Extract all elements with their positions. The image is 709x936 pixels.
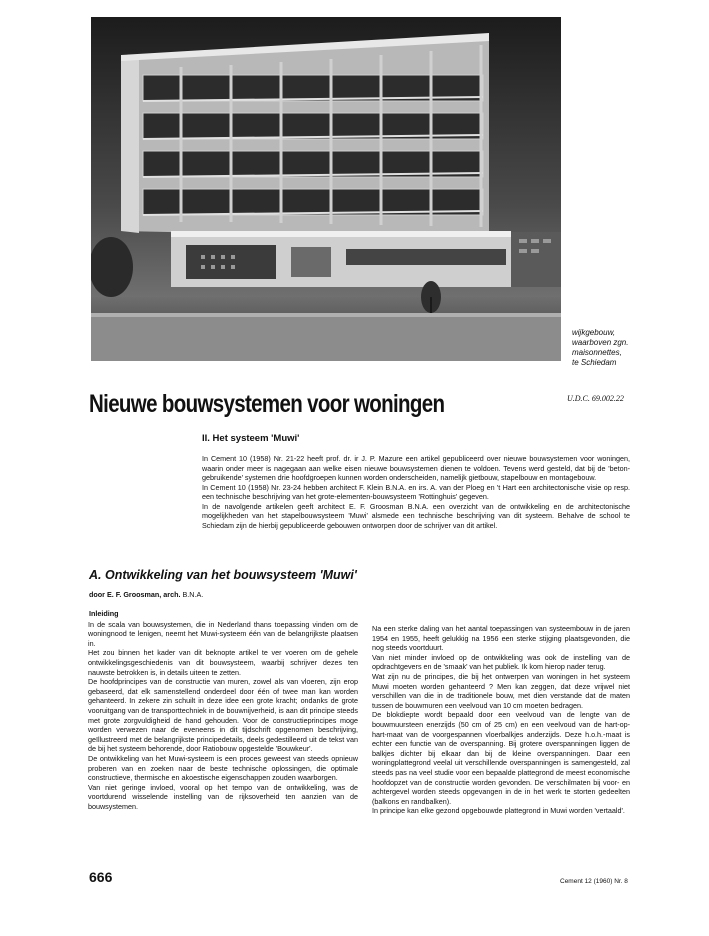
body-paragraph: Wat zijn nu de principes, die bij het ontwerpen van woningen in het systeem Muwi moeten worden gehanteerd ? Men kan zeggen, dat deze vrijwel niet verschillen van die in de traditionele bouw, met dien verstande dat de maten tussen de bouwmuren een veelvoud van 10 cm moeten bedragen.	[372, 671, 630, 710]
body-paragraph: De hoofdprincipes van de constructie van muren, zowel als van vloeren, zijn erop gebaseerd, dat elk samenstellend onderdeel door één of twee man kan worden gehanteerd. In zekere zin schuilt in deze idee een grote kracht; ondanks de grote vooruitgang van de transporttechniek in de bouwnijverheid, is aan dit principe steeds met grote zorgvuldigheid de hand gehouden. Voor de constructieprincipes moge worden verwezen naar de eveneens in dit tijdschrift opgenomen beschrijving, geïllustreerd met de belangrijkste principedetails, deels gedestilleerd uit de tekst van de bij het systeem behorende, door Ratiobouw opgestelde 'Bouwkeur'.	[88, 677, 358, 754]
caption-line: maisonnettes,	[572, 348, 622, 357]
byline-author: door E. F. Groosman, arch.	[89, 590, 181, 599]
article-subtitle: II. Het systeem 'Muwi'	[202, 433, 300, 444]
body-paragraph: De ontwikkeling van het Muwi-systeem is een proces geweest van steeds opnieuw proberen van en zoeken naar de beste technische oplossingen, die optimale constructieve, thermische en akoestische eigenschappen zouden waarborgen.	[88, 753, 358, 783]
journal-reference: Cement 12 (1960) Nr. 8	[560, 878, 628, 885]
body-paragraph: Van niet minder invloed op de ontwikkeling was ook de instelling van de opdrachtgevers en de 'smaak' van het publiek. Ik kom hierop nader terug.	[372, 652, 630, 672]
page-number: 666	[89, 869, 113, 885]
caption-line: wijkgebouw,	[572, 328, 616, 337]
left-heading: Inleiding	[89, 609, 119, 618]
body-paragraph: Van niet geringe invloed, vooral op het tempo van de ontwikkeling, was de voortdurend wisselende instelling van de rijksoverheid ten aanzien van de bouwsystemen.	[88, 782, 358, 811]
intro-block	[202, 454, 630, 530]
section-title: A. Ontwikkeling van het bouwsysteem 'Muwi'	[89, 568, 357, 582]
caption-line: waarboven zgn.	[572, 338, 629, 347]
body-paragraph: De blokdiepte wordt bepaald door een veelvoud van de lengte van de bouwmuursteen enerzijds (50 cm of 25 cm) en een veelvoud van de hart-op-hart-maat van de voorgespannen vloerbalkjes anderzijds. Deze h.o.h.-maat is echter een functie van de overspanning. Bij grotere overspanningen liggen de balkjes dichter bij elkaar dan bij de kleine overspanningen. Daar een woningplattegrond veelal uit verschillende overspanningen is samengesteld, zal steeds pas na veel studie voor een bepaalde plattegrond de meest economische hoofdopzet van de constructie worden gevonden. De verschilmaten bij voor- en achtergevel worden steeds opgevangen in de in het werk te storten gedeelten (balkons en randbalken).	[372, 710, 630, 806]
photo-caption	[572, 328, 682, 368]
caption-line: te Schiedam	[572, 358, 617, 367]
body-paragraph: Na een sterke daling van het aantal toepassingen van systeembouw in de jaren 1954 en 1955, heeft gelukkig na 1956 een sterke stijging plaatsgevonden, die nog steeds voortduurt.	[372, 624, 630, 653]
intro-paragraph: In Cement 10 (1958) Nr. 23-24 hebben architect F. Klein B.N.A. en irs. A. van der Ploeg en 't Hart een architectonische visie op resp. een technische beschrijving van het grote-elementen-bouwsysteem 'Rottinghuis' gegeven.	[202, 482, 630, 501]
article-title: Nieuwe bouwsystemen voor woningen	[89, 390, 445, 418]
body-paragraph: In de scala van bouwsystemen, die in Nederland thans toepassing vinden om de woningnood te lenigen, neemt het Muwi-systeem één van de belangrijkste plaatsen in.	[88, 619, 358, 648]
body-paragraph: In principe kan elke gezond opgebouwde plattegrond in Muwi worden 'vertaald'.	[372, 806, 625, 816]
building-photo	[91, 17, 561, 361]
body-paragraph: Het zou binnen het kader van dit beknopte artikel te ver voeren om de gehele ontwikkelingsgeschiedenis van dit bouwsysteem, waarbij schrijver dezes ten nauwste betrokken is, in details uiteen te zetten.	[88, 648, 358, 677]
byline	[89, 590, 203, 599]
udc-classification: U.D.C. 69.002.22	[567, 394, 624, 403]
intro-paragraph: In de navolgende artikelen geeft architect E. F. Groosman B.N.A. een overzicht van de ontwikkeling en de architectonische mogelijkheden van het stapelbouwsysteem 'Muwi' alsmede een technische beschrijving van dit systeem. Behalve de school te Schiedam zijn de hierbij gepubliceerde gebouwen ontworpen door de schrijver van dit artikel.	[202, 501, 630, 530]
right-column	[372, 624, 630, 816]
byline-suffix: B.N.A.	[182, 590, 204, 599]
left-column	[88, 609, 358, 811]
intro-paragraph: In Cement 10 (1958) Nr. 21-22 heeft prof. dr. ir J. P. Mazure een artikel gepubliceerd over nieuwe bouwsystemen voor woningen, waarin onder meer is nagegaan aan welke eisen nieuwe bouwsystemen dienen te voldoen. Tevens werd gesteld, dat bij de 'beton-gebruikende' systemen drie hoofdgroepen kunnen worden onderscheiden, namelijk gietbouw, stapelbouw en montagebouw.	[202, 454, 630, 482]
